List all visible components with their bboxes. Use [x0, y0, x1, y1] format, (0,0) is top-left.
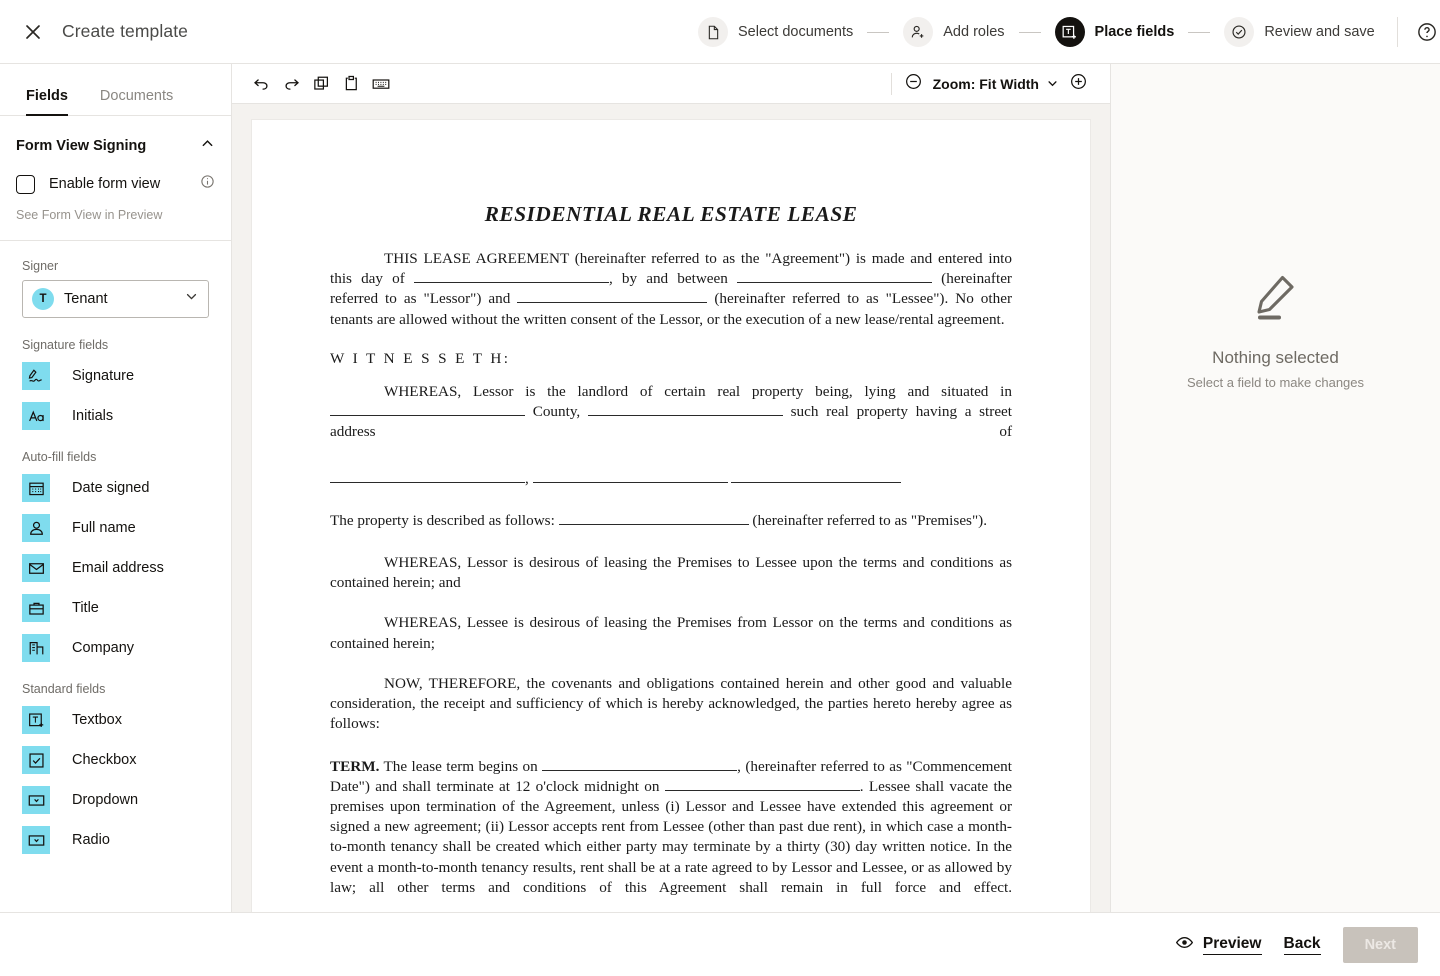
paragraph-text: The lease term begins on — [383, 757, 538, 775]
field-company[interactable] — [22, 628, 209, 668]
plus-circle-icon[interactable] — [1069, 72, 1088, 96]
fill-blank — [737, 282, 932, 283]
document-paragraph-term — [330, 757, 1012, 899]
textbox-add-icon — [22, 706, 50, 734]
copy-icon[interactable] — [306, 69, 336, 99]
document-canvas-area — [232, 64, 1110, 912]
help-circle-icon[interactable] — [1416, 21, 1438, 43]
check-circle-icon — [1224, 17, 1254, 47]
field-dropdown[interactable] — [22, 780, 209, 820]
briefcase-icon — [22, 594, 50, 622]
divider — [1397, 17, 1398, 47]
step-add-roles[interactable] — [903, 17, 1004, 47]
chevron-up-icon[interactable] — [200, 136, 215, 156]
zoom-level-value: Zoom: Fit Width — [932, 75, 1039, 92]
section-title: Form View Signing — [16, 138, 147, 154]
signer-label: Signer — [22, 259, 59, 273]
signer-dropdown[interactable] — [22, 280, 209, 318]
page-title: Create template — [62, 21, 189, 41]
paragraph-text: such real property having a street address of — [330, 403, 1013, 441]
step-separator — [867, 32, 889, 33]
step-separator — [1019, 32, 1041, 33]
group-label-signature-fields: Signature fields — [22, 338, 109, 352]
footer-bar — [0, 912, 1440, 976]
initials-icon — [22, 402, 50, 430]
field-label: Checkbox — [72, 752, 137, 768]
fill-blank — [559, 524, 749, 525]
field-label: Radio — [72, 832, 110, 848]
paragraph-text: (hereinafter referred to as "Lessee"). No other tenants are allowed without the written consent of the Lessor, or the execution of a new lease/rental agreement. — [330, 290, 1013, 328]
tab-fields[interactable]: Fields — [26, 88, 68, 115]
building-icon — [22, 634, 50, 662]
form-view-header — [14, 136, 217, 156]
preview-button[interactable] — [1175, 933, 1262, 957]
person-add-icon — [903, 17, 933, 47]
dropdown-icon — [22, 786, 50, 814]
document-paragraph — [330, 382, 1012, 443]
chevron-down-icon — [1046, 77, 1059, 90]
left-sidebar — [0, 64, 232, 912]
paragraph-text: . Lessee shall vacate the premises upon termination of the Agreement, unless (i) Lessor and Lessee have extended this agreement or signed a new agreement; (ii) Lessor accepts rent from Lessee (other than past due rent), in which case a month-to-month tenancy shall be created which either party may terminate by a thirty (30) day written notice. In the event a month-to-month tenancy results, rent shall be at a rate agreed to by Lessor and Lessee, or as allowed by law; all other terms and conditions of this Agreement shall remain in full force and effect. — [330, 777, 1012, 896]
keyboard-icon[interactable] — [366, 69, 396, 99]
paragraph-text: THIS LEASE AGREEMENT (hereinafter referred to as the "Agreement") is made and entered into this day of — [330, 250, 1012, 288]
field-label: Dropdown — [72, 792, 139, 808]
step-separator — [1188, 32, 1210, 33]
info-icon[interactable] — [200, 174, 215, 194]
fill-blank — [542, 770, 737, 771]
empty-state-title: Nothing selected — [1212, 348, 1339, 367]
paragraph-text: (hereinafter referred to as "Lessor") and — [330, 270, 1012, 308]
paragraph-text: WHEREAS, Lessor is the landlord of certain real property being, lying and situated in — [384, 382, 1012, 400]
chevron-down-icon — [184, 289, 199, 309]
enable-form-view-row — [14, 174, 217, 194]
group-label-auto-fill-fields: Auto-fill fields — [22, 450, 97, 464]
field-label: Signature — [72, 368, 135, 384]
step-label: Select documents — [738, 24, 854, 40]
document-title: RESIDENTIAL REAL ESTATE LEASE — [484, 202, 858, 226]
field-label: Email address — [72, 560, 164, 576]
properties-panel — [1110, 64, 1440, 912]
field-label: Title — [72, 600, 99, 616]
field-signature[interactable] — [22, 356, 209, 396]
fill-blank — [588, 415, 783, 416]
top-bar — [0, 0, 1440, 64]
person-icon — [22, 514, 50, 542]
avatar: T — [32, 288, 54, 310]
pencil-icon — [1249, 269, 1303, 328]
paste-icon[interactable] — [336, 69, 366, 99]
next-button[interactable]: Next — [1343, 927, 1418, 963]
main-body — [0, 64, 1440, 912]
fill-blank — [330, 415, 525, 416]
field-label: Full name — [72, 520, 136, 536]
minus-circle-icon[interactable] — [904, 72, 923, 96]
paragraph-text: The property is described as follows: — [330, 511, 555, 529]
document-icon — [698, 17, 728, 47]
document-paragraph: WHEREAS, Lessee is desirous of leasing the Premises from Lessor on the terms and conditions as contained herein; — [330, 614, 1012, 652]
field-label: Textbox — [72, 712, 122, 728]
enable-form-view-label: Enable form view — [49, 176, 161, 192]
document-paragraph: WHEREAS, Lessor is desirous of leasing the Premises to Lessee upon the terms and conditions as contained herein; and — [330, 553, 1012, 592]
textbox-add-icon — [1055, 17, 1085, 47]
document-scroll-canvas[interactable] — [232, 104, 1110, 912]
field-email-address[interactable] — [22, 548, 209, 588]
document-paragraph: NOW, THEREFORE, the covenants and obligations contained herein and other good and valuable consideration, the receipt and sufficiency of which is hereby acknowledged, the parties hereto hereby agree as follows: — [330, 674, 1012, 733]
eye-icon — [1175, 933, 1194, 957]
divider — [891, 73, 892, 95]
signer-value: Tenant — [64, 291, 108, 307]
fields-panel — [0, 241, 231, 860]
step-label: Review and save — [1264, 24, 1375, 40]
fill-blank — [414, 282, 609, 283]
fill-blank — [731, 482, 901, 483]
paragraph-text: (hereinafter referred to as "Premises"). — [752, 511, 988, 529]
fill-blank — [330, 482, 525, 483]
fill-blank — [533, 482, 728, 483]
preview-label: Preview — [1203, 935, 1262, 955]
fill-blank — [517, 302, 707, 303]
field-title[interactable] — [22, 588, 209, 628]
step-label: Place fields — [1094, 24, 1175, 40]
back-button[interactable]: Back — [1284, 935, 1321, 955]
document-paragraph — [330, 511, 1012, 531]
form-view-signing-section — [0, 116, 231, 241]
step-place-fields[interactable] — [1055, 17, 1175, 47]
envelope-icon — [22, 554, 50, 582]
radio-icon — [22, 826, 50, 854]
canvas-toolbar — [232, 64, 1110, 104]
field-date-signed[interactable] — [22, 468, 209, 508]
redo-icon[interactable] — [276, 69, 306, 99]
tab-documents[interactable]: Documents — [99, 88, 174, 104]
witnesseth-heading: W I T N E S S E T H: — [330, 349, 511, 367]
signature-icon — [22, 362, 50, 390]
close-icon[interactable] — [22, 21, 44, 43]
field-initials[interactable] — [22, 396, 209, 436]
calendar-icon — [22, 474, 50, 502]
undo-icon[interactable] — [246, 69, 276, 99]
field-label: Date signed — [72, 480, 150, 496]
form-view-preview-hint: See Form View in Preview — [16, 208, 163, 222]
empty-state-subtitle: Select a field to make changes — [1186, 375, 1365, 390]
document-page[interactable] — [252, 120, 1090, 912]
field-textbox[interactable] — [22, 700, 209, 740]
step-review-and-save[interactable] — [1224, 17, 1374, 47]
field-label: Company — [72, 640, 135, 656]
checkbox-icon — [22, 746, 50, 774]
sidebar-tabs — [0, 64, 231, 116]
term-heading: TERM. — [330, 757, 380, 775]
wizard-stepper — [698, 0, 1438, 64]
field-full-name[interactable] — [22, 508, 209, 548]
group-label-standard-fields: Standard fields — [22, 682, 106, 696]
field-checkbox[interactable] — [22, 740, 209, 780]
paragraph-text: , (hereinafter referred to as "Commencement Date") and shall terminate at 12 o'clock midnight on — [330, 757, 1012, 795]
fill-blank — [665, 790, 860, 791]
zoom-controls — [904, 72, 1088, 96]
enable-form-view-checkbox[interactable] — [16, 175, 35, 194]
paragraph-text: County, — [532, 403, 581, 421]
zoom-level-dropdown[interactable] — [933, 76, 1059, 92]
field-label: Initials — [72, 408, 114, 424]
field-radio[interactable] — [22, 820, 209, 860]
address-blank-row: , — [330, 469, 1012, 489]
document-paragraph — [330, 249, 1012, 330]
step-select-documents[interactable] — [698, 17, 853, 47]
paragraph-text: , by and between — [608, 270, 728, 288]
step-label: Add roles — [943, 24, 1005, 40]
